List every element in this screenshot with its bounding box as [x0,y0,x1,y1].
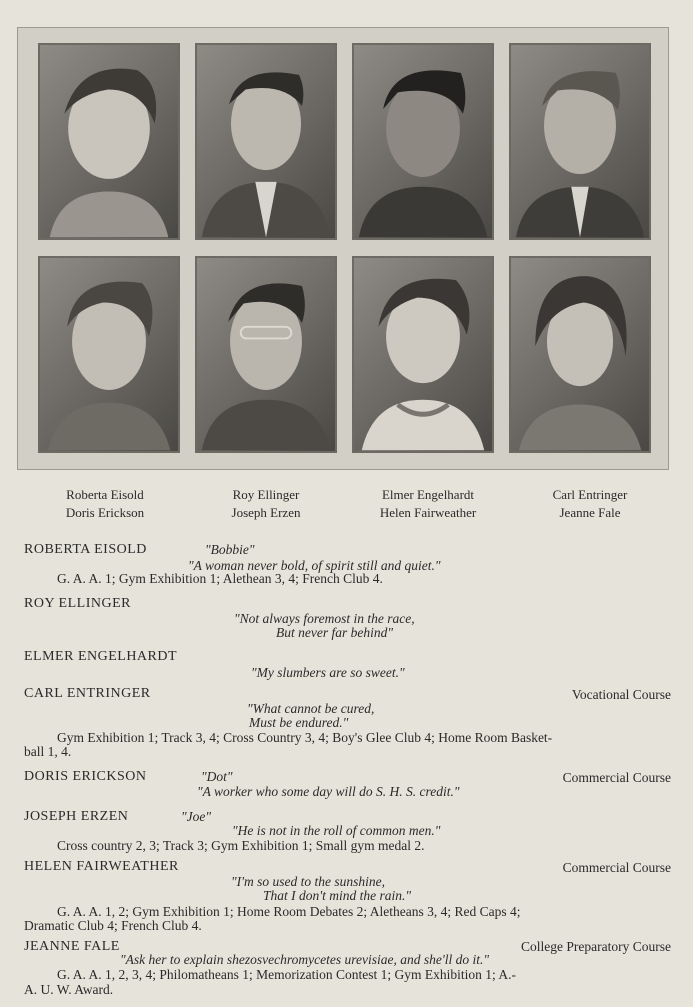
portrait-photo [352,256,494,453]
entry-quote: "Not always foremost in the race, [234,611,415,626]
entry-name: ROBERTA EISOLD [24,542,147,557]
portrait-photo [195,256,337,453]
entry-quote: "My slumbers are so sweet." [251,665,405,680]
entry-activities: G. A. A. 1, 2, 3, 4; Philomatheans 1; Memorization Contest 1; Gym Exhibition 1; A.- [57,967,516,982]
entry-name: JEANNE FALE [24,939,120,954]
portrait-photo [195,43,337,240]
entry-activities: Cross country 2, 3; Track 3; Gym Exhibition 1; Small gym medal 2. [57,838,425,853]
caption: Doris Erickson [65,505,145,520]
entry-quote: Must be endured." [249,715,349,730]
photo-panel [17,27,669,470]
caption: Helen Fairweather [379,505,477,520]
entry-quote: "A woman never bold, of spirit still and quiet." [188,558,441,573]
entry-name: HELEN FAIRWEATHER [24,859,179,874]
portrait-photo [38,43,180,240]
entry-course: Commercial Course [562,860,671,875]
entry-quote: "What cannot be cured, [247,701,375,716]
entry-name: ROY ELLINGER [24,596,131,611]
entry-activities: G. A. A. 1, 2; Gym Exhibition 1; Home Room Debates 2; Aletheans 3, 4; Red Caps 4; [57,904,521,919]
caption: Roy Ellinger [232,487,300,502]
entry-nickname: "Bobbie" [205,542,255,557]
entry-name: CARL ENTRINGER [24,686,151,701]
entry-quote: "He is not in the roll of common men." [232,823,441,838]
entry-name: DORIS ERICKSON [24,769,147,784]
caption: Jeanne Fale [559,505,621,520]
entry-course: Commercial Course [562,770,671,785]
entry-nickname: "Dot" [201,769,233,784]
entry-activities: Gym Exhibition 1; Track 3, 4; Cross Country 3, 4; Boy's Glee Club 4; Home Room Basket- [57,730,553,745]
caption: Joseph Erzen [231,505,301,520]
entry-quote: "Ask her to explain shezosvechromycetes urevisiae, and she'll do it." [120,952,490,967]
entry-quote: "A worker who some day will do S. H. S. credit." [197,784,460,799]
entry-quote: But never far behind" [276,625,394,640]
entry-activities: G. A. A. 1; Gym Exhibition 1; Alethean 3, 4; French Club 4. [57,571,383,586]
portrait-photo [509,43,651,240]
entry-name: ELMER ENGELHARDT [24,649,178,664]
entry-course: College Preparatory Course [521,939,671,954]
entry-quote: "I'm so used to the sunshine, [231,874,386,889]
entry-quote: That I don't mind the rain." [263,888,412,903]
caption: Roberta Eisold [66,487,144,502]
entry-course: Vocational Course [571,687,671,702]
entry-activities: ball 1, 4. [24,744,72,759]
entry-name: JOSEPH ERZEN [24,809,129,824]
caption: Carl Entringer [552,487,628,502]
portrait-photo [38,256,180,453]
entry-activities: Dramatic Club 4; French Club 4. [24,918,202,933]
portrait-photo [352,43,494,240]
entry-activities: A. U. W. Award. [24,982,114,997]
portrait-photo [509,256,651,453]
caption: Elmer Engelhardt [381,487,475,502]
entry-nickname: "Joe" [181,809,212,824]
